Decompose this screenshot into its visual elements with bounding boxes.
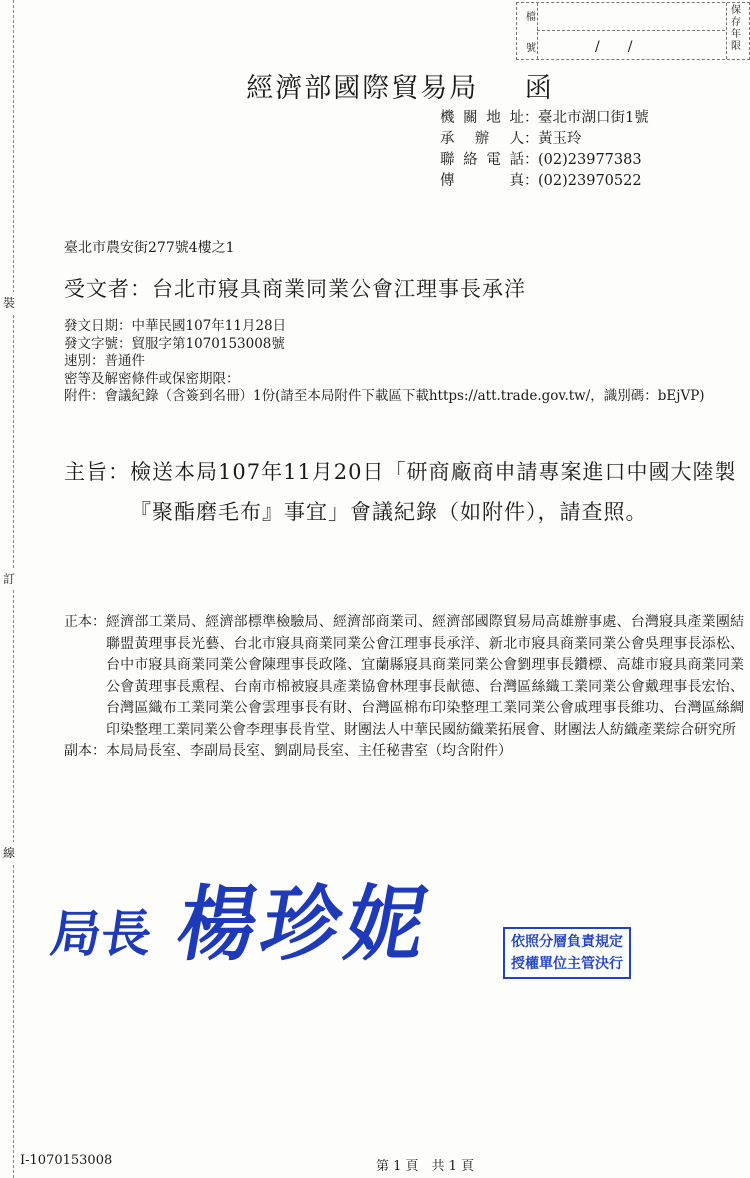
binding-mark-ding: 訂	[3, 568, 15, 589]
archive-retention-label: 保存年限	[731, 5, 741, 52]
distribution-block	[64, 612, 744, 763]
primary-recipients: 經濟部工業局、經濟部標準檢驗局、經濟部商業司、經濟部國際貿易局高雄辦事處、台灣寢具產業團結聯盟黃理事長光藝、台北市寢具商業同業公會江理事長承洋、新北市寢具商業同業公會吳理事長添松、台中市寢具商業同業公會陳理事長政隆、宜蘭縣寢具商業同業公會劉理事長鑽標、高雄市寢具商業同業公會黃理事長熏程、台南市棉被寢具產業協會林理事長献德、台灣區絲織工業同業公會戴理事長宏怡、台灣區織布工業同業公會雲理事長有財、台灣區棉布印染整理工業同業公會戚理事長維功、台灣區絲綢印染整理工業同業公會李理事長肯堂、財團法人中華民國紡織業拓展會、財團法人紡織產業綜合研究所	[106, 614, 744, 738]
archive-file-label: 檔	[526, 12, 536, 23]
primary-label: 正本：	[64, 614, 106, 630]
archive-date-slashes: / /	[595, 39, 633, 55]
footer-page-info: 第 1 頁 共 1 頁	[375, 1159, 475, 1174]
footer-doc-number: I-1070153008	[20, 1153, 113, 1168]
subject-block	[64, 452, 744, 532]
meta-value	[240, 371, 741, 389]
recipient-line	[64, 273, 526, 303]
copy-recipients: 本局局長室、李副局長室、劉副局長室、主任秘書室（均含附件）	[106, 743, 512, 759]
subject-text: 檢送本局107年11月20日「研商廠商申請專案進口中國大陸製『聚酯磨毛布』事宜」會議紀錄（如附件），請查照。	[130, 460, 737, 524]
signature	[47, 862, 440, 974]
distribution-copy	[64, 741, 744, 763]
recipient-address: 臺北市農安街277號4樓之1	[64, 240, 235, 256]
meta-row-number	[64, 336, 740, 354]
meta-label: 附件：	[64, 388, 105, 404]
contact-label: 傳真	[440, 173, 524, 189]
page-title: 經濟部國際貿易局	[246, 73, 479, 104]
document-header	[0, 66, 750, 105]
meta-label: 發文字號：	[64, 335, 132, 352]
meta-row-security	[64, 371, 740, 389]
meta-value: 貿服字第1070153008號	[131, 335, 285, 352]
meta-value: 中華民國107年11月28日	[131, 318, 287, 334]
stamp-line-1: 依照分層負責規定	[511, 934, 623, 950]
distribution-primary	[64, 612, 744, 741]
contact-row-fax: 傳真 ： (02)23970522	[440, 171, 649, 192]
archive-number-label: 號	[526, 43, 536, 54]
meta-label: 發文日期：	[64, 318, 132, 334]
contact-block	[440, 108, 649, 192]
recipient-name: 台北市寢具商業同業公會江理事長承洋	[152, 277, 526, 301]
recipient-label: 受文者：	[64, 277, 152, 301]
contact-value: 臺北市湖口街1號	[538, 110, 649, 126]
contact-value: 黃玉玲	[538, 131, 582, 147]
contact-value: (02)23977383	[538, 152, 642, 168]
binding-mark-xian: 線	[3, 842, 15, 863]
subject-label: 主旨：	[64, 460, 130, 484]
meta-value: 普通件	[104, 353, 145, 369]
meta-row-attachment	[64, 388, 740, 406]
stamp-line-2: 授權單位主管決行	[511, 956, 623, 972]
binding-mark-zhuang: 裝	[3, 292, 15, 313]
meta-label: 密等及解密條件或保密期限：	[64, 370, 240, 387]
archive-box	[516, 2, 750, 60]
contact-row-handler: 承辦人 ： 黃玉玲	[440, 129, 649, 150]
document-type: 函	[524, 73, 554, 104]
document-meta	[64, 318, 740, 406]
authorization-stamp	[503, 927, 631, 979]
meta-label: 速別：	[64, 353, 105, 369]
contact-row-phone: 聯絡電話 ： (02)23977383	[440, 150, 649, 171]
attachment-value: 會議紀錄（含簽到名冊）1份(請至本局附件下載區下載https://att.trade.gov.tw/，識別碼：bEjVP)	[104, 388, 705, 404]
signature-name: 楊珍妮	[170, 877, 440, 973]
contact-label: 機關地址	[440, 110, 524, 126]
meta-row-speed	[64, 353, 740, 371]
meta-row-date	[64, 318, 740, 336]
binding-line	[13, 0, 14, 1178]
contact-row-address: 機關地址 ： 臺北市湖口街1號	[440, 108, 649, 129]
contact-label: 承辦人	[440, 131, 524, 147]
contact-value: (02)23970522	[538, 173, 642, 189]
copy-label: 副本：	[64, 743, 106, 759]
signature-title: 局長	[47, 904, 156, 963]
contact-label: 聯絡電話	[440, 152, 524, 168]
